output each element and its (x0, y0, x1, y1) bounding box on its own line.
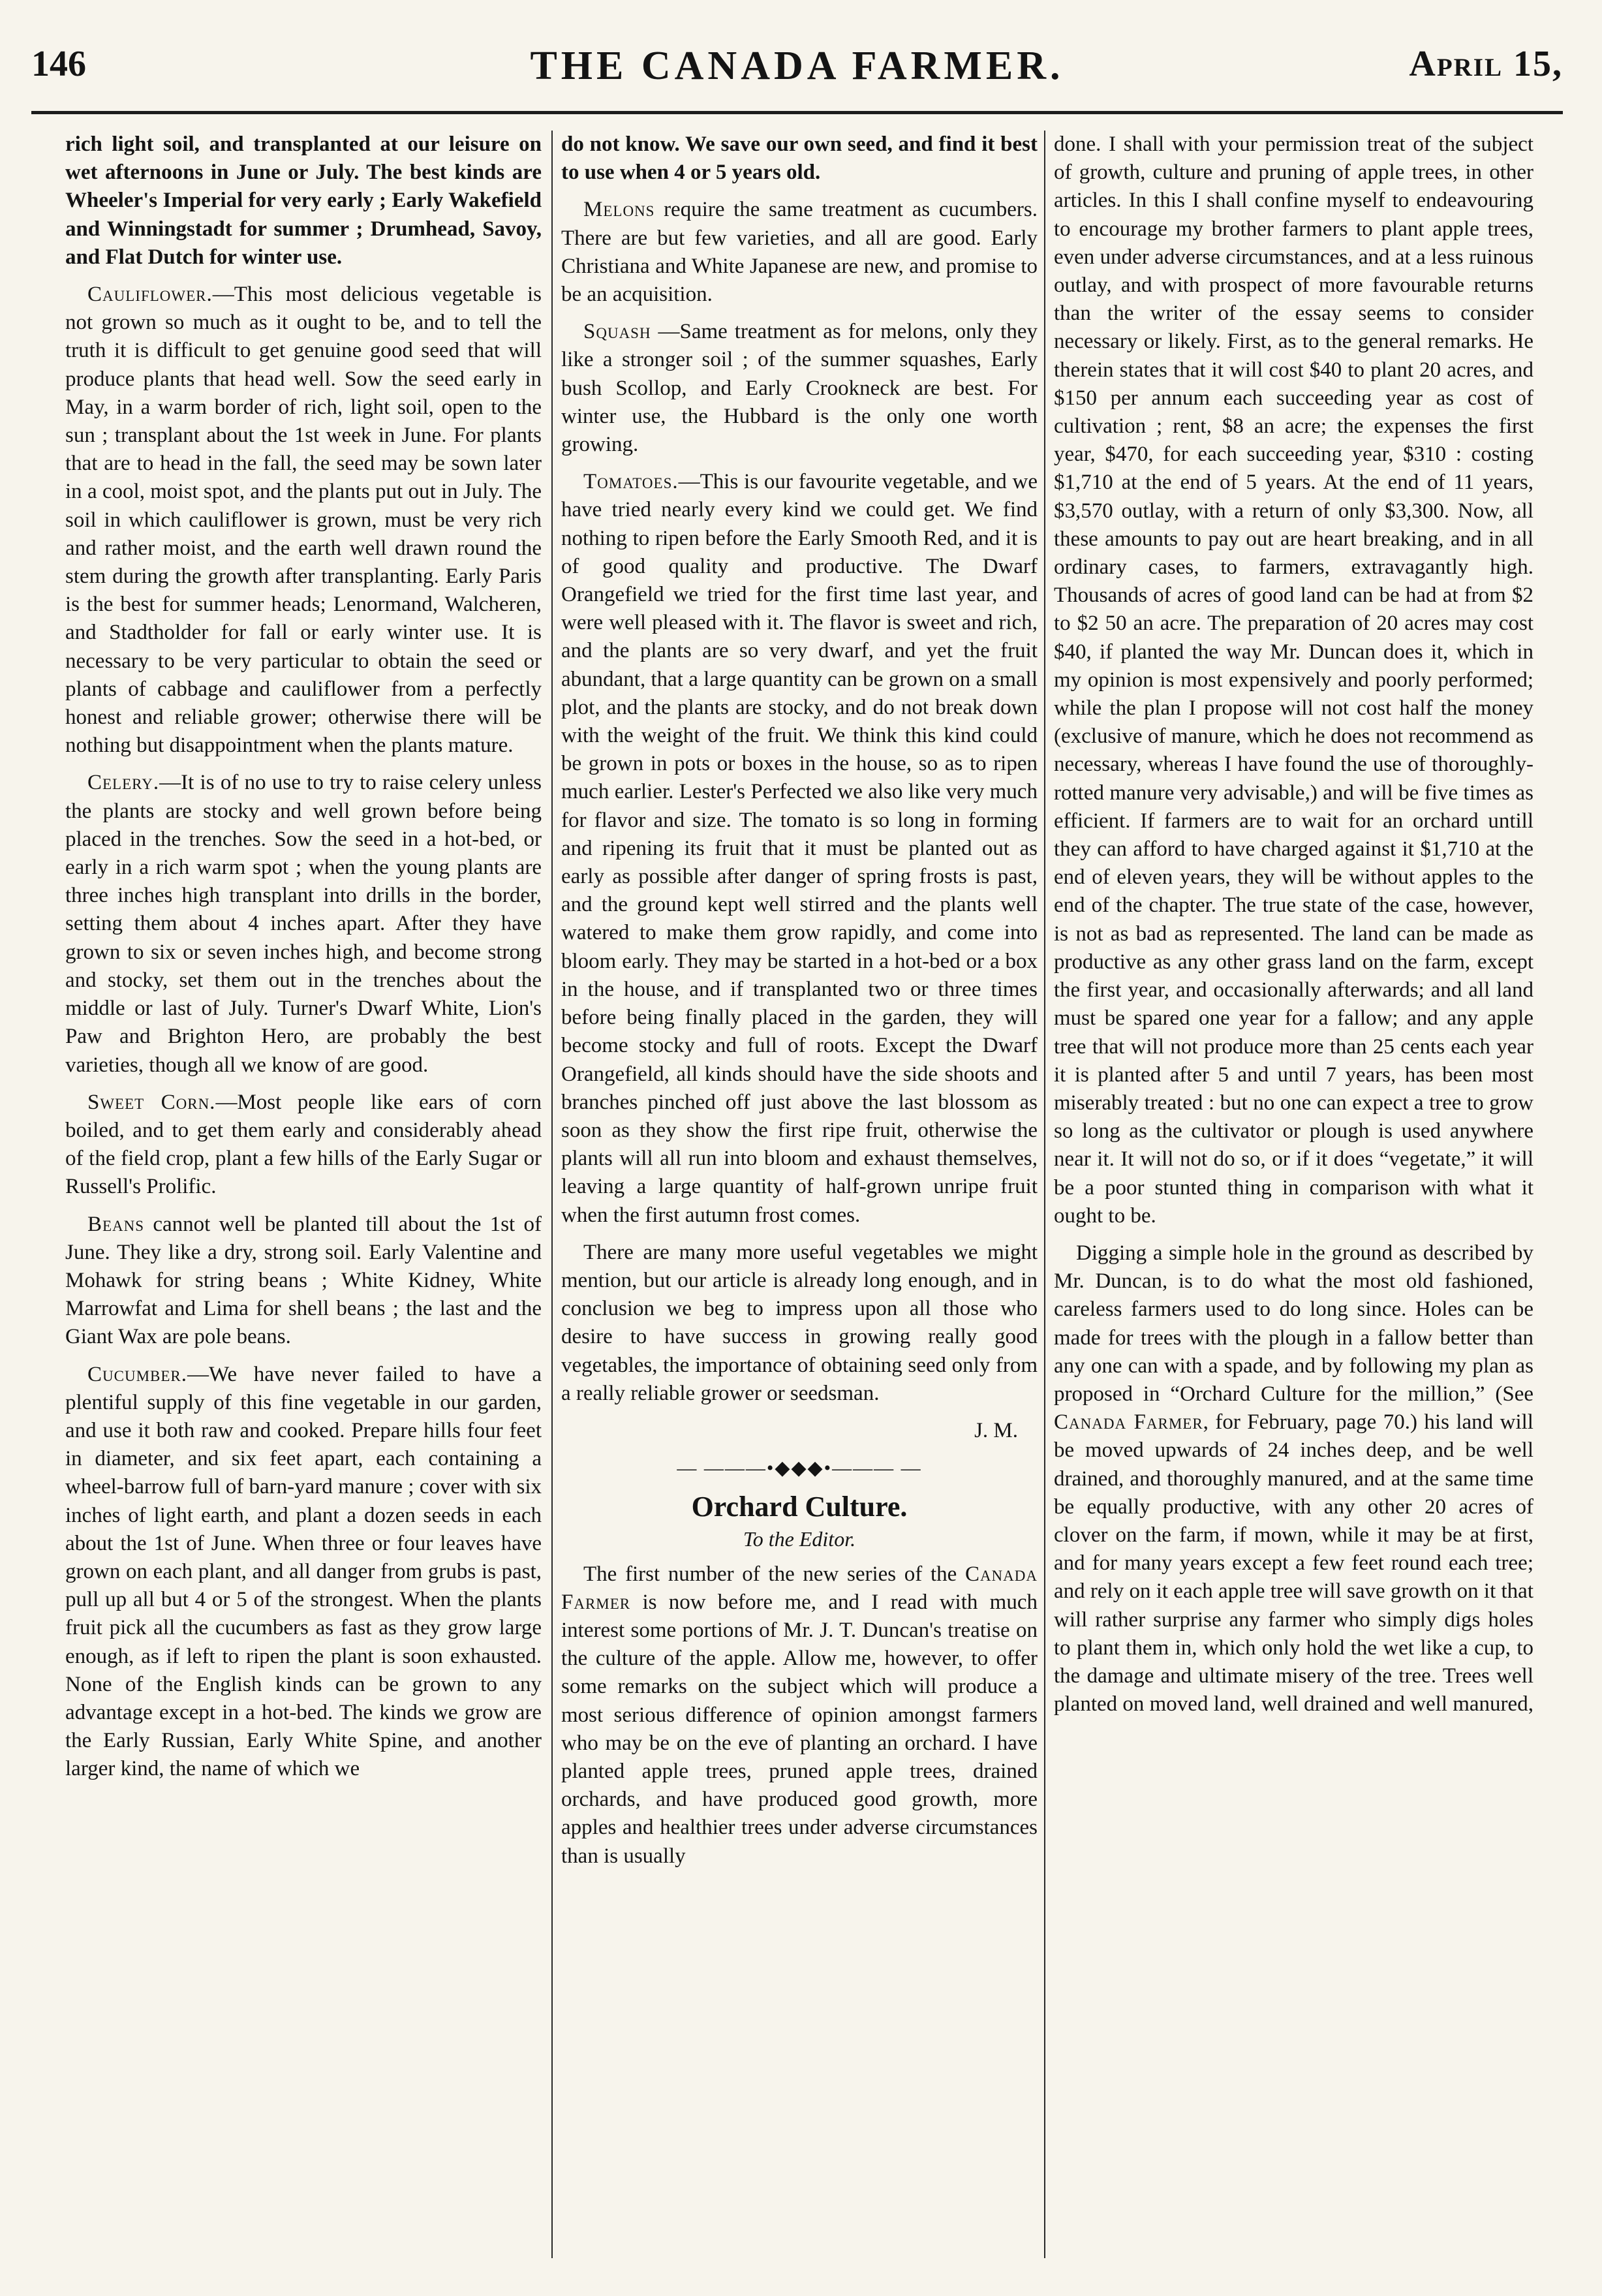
melons-paragraph (561, 196, 1038, 309)
paragraph-text: —Same treatment as for melons, only they like a stronger soil ; of the summer squashes, Early bush Scollop, and Early Crookneck are best. For winter use, the Hubbard is the only one worth growing. (561, 320, 1038, 457)
column-divider (1044, 131, 1045, 2258)
cabbage-paragraph-text: rich light soil, and transplanted at our leisure on wet afternoons in June or July. The best kinds are Wheeler's Imperial for very early ; Early Wakefield and Winningstadt for summer ; Drumhead, Savoy, and Flat Dutch for winter use. (65, 132, 542, 269)
paragraph-text: —It is of no use to try to raise celery unless the plants are stocky and well grown before being placed in the trenches. Sow the seed in a hot-bed, or early in a rich warm spot ; when the young plants are three inches high transplant into drills in the border, setting them about 4 inches apart. After they have grown to six or seven inches high, and become strong and stocky, set them out in the trenches about the middle or last of July. Turner's Dwarf White, Lion's Paw and Brighton Hero, are probably the best varieties, though all we know of are good. (65, 771, 542, 1077)
column-3 (1054, 131, 1533, 2258)
paragraph-text: require the same treatment as cucumbers. There are but few varieties, and all are good. Early Christiana and White Japanese are new, and promise to be an acquisition. (561, 198, 1038, 307)
publication-name: Canada Farmer (1054, 1410, 1203, 1435)
section-head: Celery. (87, 771, 160, 795)
beans-paragraph (65, 1211, 542, 1352)
paragraph-text: Digging a simple hole in the ground as described by Mr. Duncan, is to do what the most old fashioned, careless farmers used to do long since. Holes can be made for trees with the plough in a fallow better than any one can with a spade, and by following my plan as proposed in “Orchard Culture for the million,” (See (1054, 1241, 1533, 1406)
squash-paragraph (561, 318, 1038, 459)
paragraph (65, 131, 542, 271)
publication-name: Canada Farmer (561, 1562, 1038, 1614)
masthead (31, 43, 1563, 106)
conclusion-paragraph: There are many more useful vegetables we might mention, but our article is already long enough, and in conclusion we beg to impress upon all those who desire to have success in growing really good vegetables, the importance of obtaining seed only from a really reliable grower or seedsman. (561, 1240, 1038, 1405)
section-head: Cauliflower. (87, 283, 213, 307)
header-rule (31, 111, 1563, 114)
issue-date: April 15, (1409, 44, 1563, 84)
orchard-paragraph (561, 1560, 1038, 1870)
section-ornament: — ———•◆◆◆•——— — (677, 1457, 922, 1480)
author-signature: J. M. (974, 1418, 1018, 1442)
section-head: Beans (87, 1212, 145, 1236)
paragraph-text: cannot well be planted till about the 1st of June. They like a dry, strong soil. Early Valentine and Mohawk for string beans ; White Kidney, White Marrowfat and Lima for shell beans ; the last and the Giant Wax are pole beans. (65, 1212, 542, 1349)
paragraph-text: The first number of the new series of the (583, 1562, 965, 1586)
section-head: Tomatoes. (583, 470, 679, 494)
section-head: Cucumber. (87, 1362, 188, 1386)
section-head: Melons (583, 198, 655, 222)
article-title: Orchard Culture. (691, 1491, 908, 1523)
digging-paragraph (1054, 1239, 1533, 1718)
celery-paragraph (65, 769, 542, 1079)
publication-title: THE CANADA FARMER. (530, 44, 1064, 88)
column-divider (551, 131, 553, 2258)
paragraph-text: do not know. We save our own seed, and find it best to use when 4 or 5 years old. (561, 132, 1038, 185)
page-number: 146 (31, 44, 86, 84)
paragraph (561, 131, 1038, 187)
section-head: Squash (583, 320, 651, 344)
paragraph-text: —We have never failed to have a plentiful supply of this fine vegetable in our garden, and use it both raw and cooked. Prepare hills four feet in diameter, and six feet apart, each containing a wheel-barrow full of barn-yard manure ; cover with six inches of light earth, and plant a dozen seeds in each about the 1st of June. When three or four leaves have grown on each plant, and all danger from grubs is past, pull up all but 4 or 5 of the strongest. When the plants fruit pick all the cucumbers as fast as they grow large enough, as if left to ripen the plant is soon exhausted. None of the English kinds can be grown to any advantage except in a hot-bed. The kinds we grow are the Early Russian, Early White Spine, and another larger kind, the name of which we (65, 1362, 542, 1781)
orchard-paragraph-continued: done. I shall with your permission treat of the subject of growth, culture and pruning of apple trees, in other articles. In this I shall confine myself to endeavouring to encourage my brother farmers to plant apple trees, even under adverse circumstances, and at a less ruinous outlay, and with prospect of more favourable returns than the writer of the essay seems to consider necessary or likely. First, as to the general remarks. He therein states that it will cost $40 to plant 20 acres, and $150 per annum each succeeding year as cost of cultivation ; rent, $8 an acre; the expenses the first year, $470, for each succeeding year, $310 : costing $1,710 at the end of 5 years. At the end of 11 years, $3,570 outlay, with a return of only $3,300. Now, all these amounts to pay out are heart breaking, and in all ordinary cases, to farmers, extravagantly high. Thousands of acres of good land can be had at from $2 to $2 50 an acre. The preparation of 20 acres may cost $40, if planted the way Mr. Duncan does it, which in my opinion is most expensively and poorly performed; while the plan I propose will not cost half the money (exclusive of manure, which he does not recommend as necessary, whereas I have found the use of thoroughly-rotted manure very advisable,) and will be five times as efficient. If farmers are to wait for an orchard untill they can afford to have charged against it $1,710 at the end of eleven years, they will be without apples to the end of the chapter. The true state of the case, however, is not as bad as represented. The land can be made as productive as any other grass land on the farm, except the first year, and occasionally afterwards; and all land must be spared one year for a fallow; and any apple tree that will not produce more than 25 cents each year it is planted after 5 and until 7 years, has been most miserably treated : but no one can expect a tree to grow so long as the cultivator or plough is used anywhere near it. It will not do so, or if it does “vegetate,” it will be a poor stunted thing in comparison with what it ought to be. (1054, 132, 1533, 1228)
column-2 (561, 131, 1038, 2258)
sweet-corn-paragraph (65, 1089, 542, 1202)
paragraph-text: —Most people like ears of corn boiled, and to get them early and considerably ahead of the field crop, plant a few hills of the Early Sugar or Russell's Prolific. (65, 1090, 542, 1199)
paragraph-text: is now before me, and I read with much interest some portions of Mr. J. T. Duncan's treatise on the culture of the apple. Allow me, however, to offer some remarks on the subject which will produce a most serious difference of opinion amongst farmers who may be on the eve of planting an orchard. I have planted apple trees, pruned apple trees, drained orchards, and have produced good growth, more apples and healthier trees under adverse circumstances than is usually (561, 1590, 1038, 1868)
section-head: Sweet Corn. (87, 1090, 216, 1114)
tomatoes-paragraph (561, 468, 1038, 1229)
column-1 (65, 131, 542, 2258)
cucumber-paragraph (65, 1361, 542, 1784)
paragraph-text: —This is our favourite vegetable, and we have tried nearly every kind we could get. We find nothing to ripen before the Early Smooth Red, and it is of good quality and productive. The Dwarf Orangefield we tried for the first time last year, and were well pleased with it. The flavor is sweet and rich, and the plants are so very dwarf, and yet the fruit abundant, that a large quantity can be grown on a small plot, and the plants are stocky, and do not break down with the weight of the fruit. We think this kind could be grown in pots or boxes in the house, so as to ripen much earlier. Lester's Perfected we also like very much for flavor and size. The tomato is so long in forming and ripening its fruit that it must be planted out as early as possible after danger of spring frosts is past, and the ground kept well stirred and the plants well watered to make them grow rapidly, and come into bloom early. They may be started in a hot-bed or a box in the house, and if transplanted two or three times before being finally placed in the garden, they will become stocky and full of roots. Except the Dwarf Orangefield, all kinds should have the side shoots and branches pinched off just above the last blossom as soon as they show the first ripe fruit, otherwise the plants will all run into bloom and exhaust themselves, leaving a large quantity of half-grown unripe fruit when the first autumn frost comes. (561, 470, 1038, 1227)
cauliflower-paragraph (65, 281, 542, 760)
paragraph-text: , for February, page 70.) his land will be moved upwards of 24 inches deep, and be well drained, and thoroughly manured, and at the same time be equally productive, with any other 20 acres of clover on the farm, if mown, while it may be at first, and for many years except a few feet round each tree; and rely on it each apple tree will save growth on it that will rather surprise any farmer who simply digs holes to plant them in, which only hold the wet like a cup, to the damage and ultimate misery of the tree. Trees well planted on moved land, well drained and well manured, (1054, 1410, 1533, 1716)
paragraph-text: —This most delicious vegetable is not grown so much as it ought to be, and to tell the truth it is difficult to get genuine good seed that will produce plants that head well. Sow the seed early in May, in a warm border of rich, light soil, open to the sun ; transplant about the 1st week in June. For plants that are to head in the fall, the seed may be sown later in a cool, moist spot, and the plants put out in July. The soil in which cauliflower is grown, must be very rich and rather moist, and the earth well drawn round the stem during the growth after transplanting. Early Paris is the best for summer heads; Lenormand, Walcheren, and Stadtholder for fall or early winter use. It is necessary to be very particular to obtain the seed or plants of cabbage and cauliflower from a perfectly honest and reliable grower; otherwise there will be nothing but disappointment when the plants mature. (65, 283, 542, 758)
article-subtitle: To the Editor. (743, 1527, 856, 1551)
